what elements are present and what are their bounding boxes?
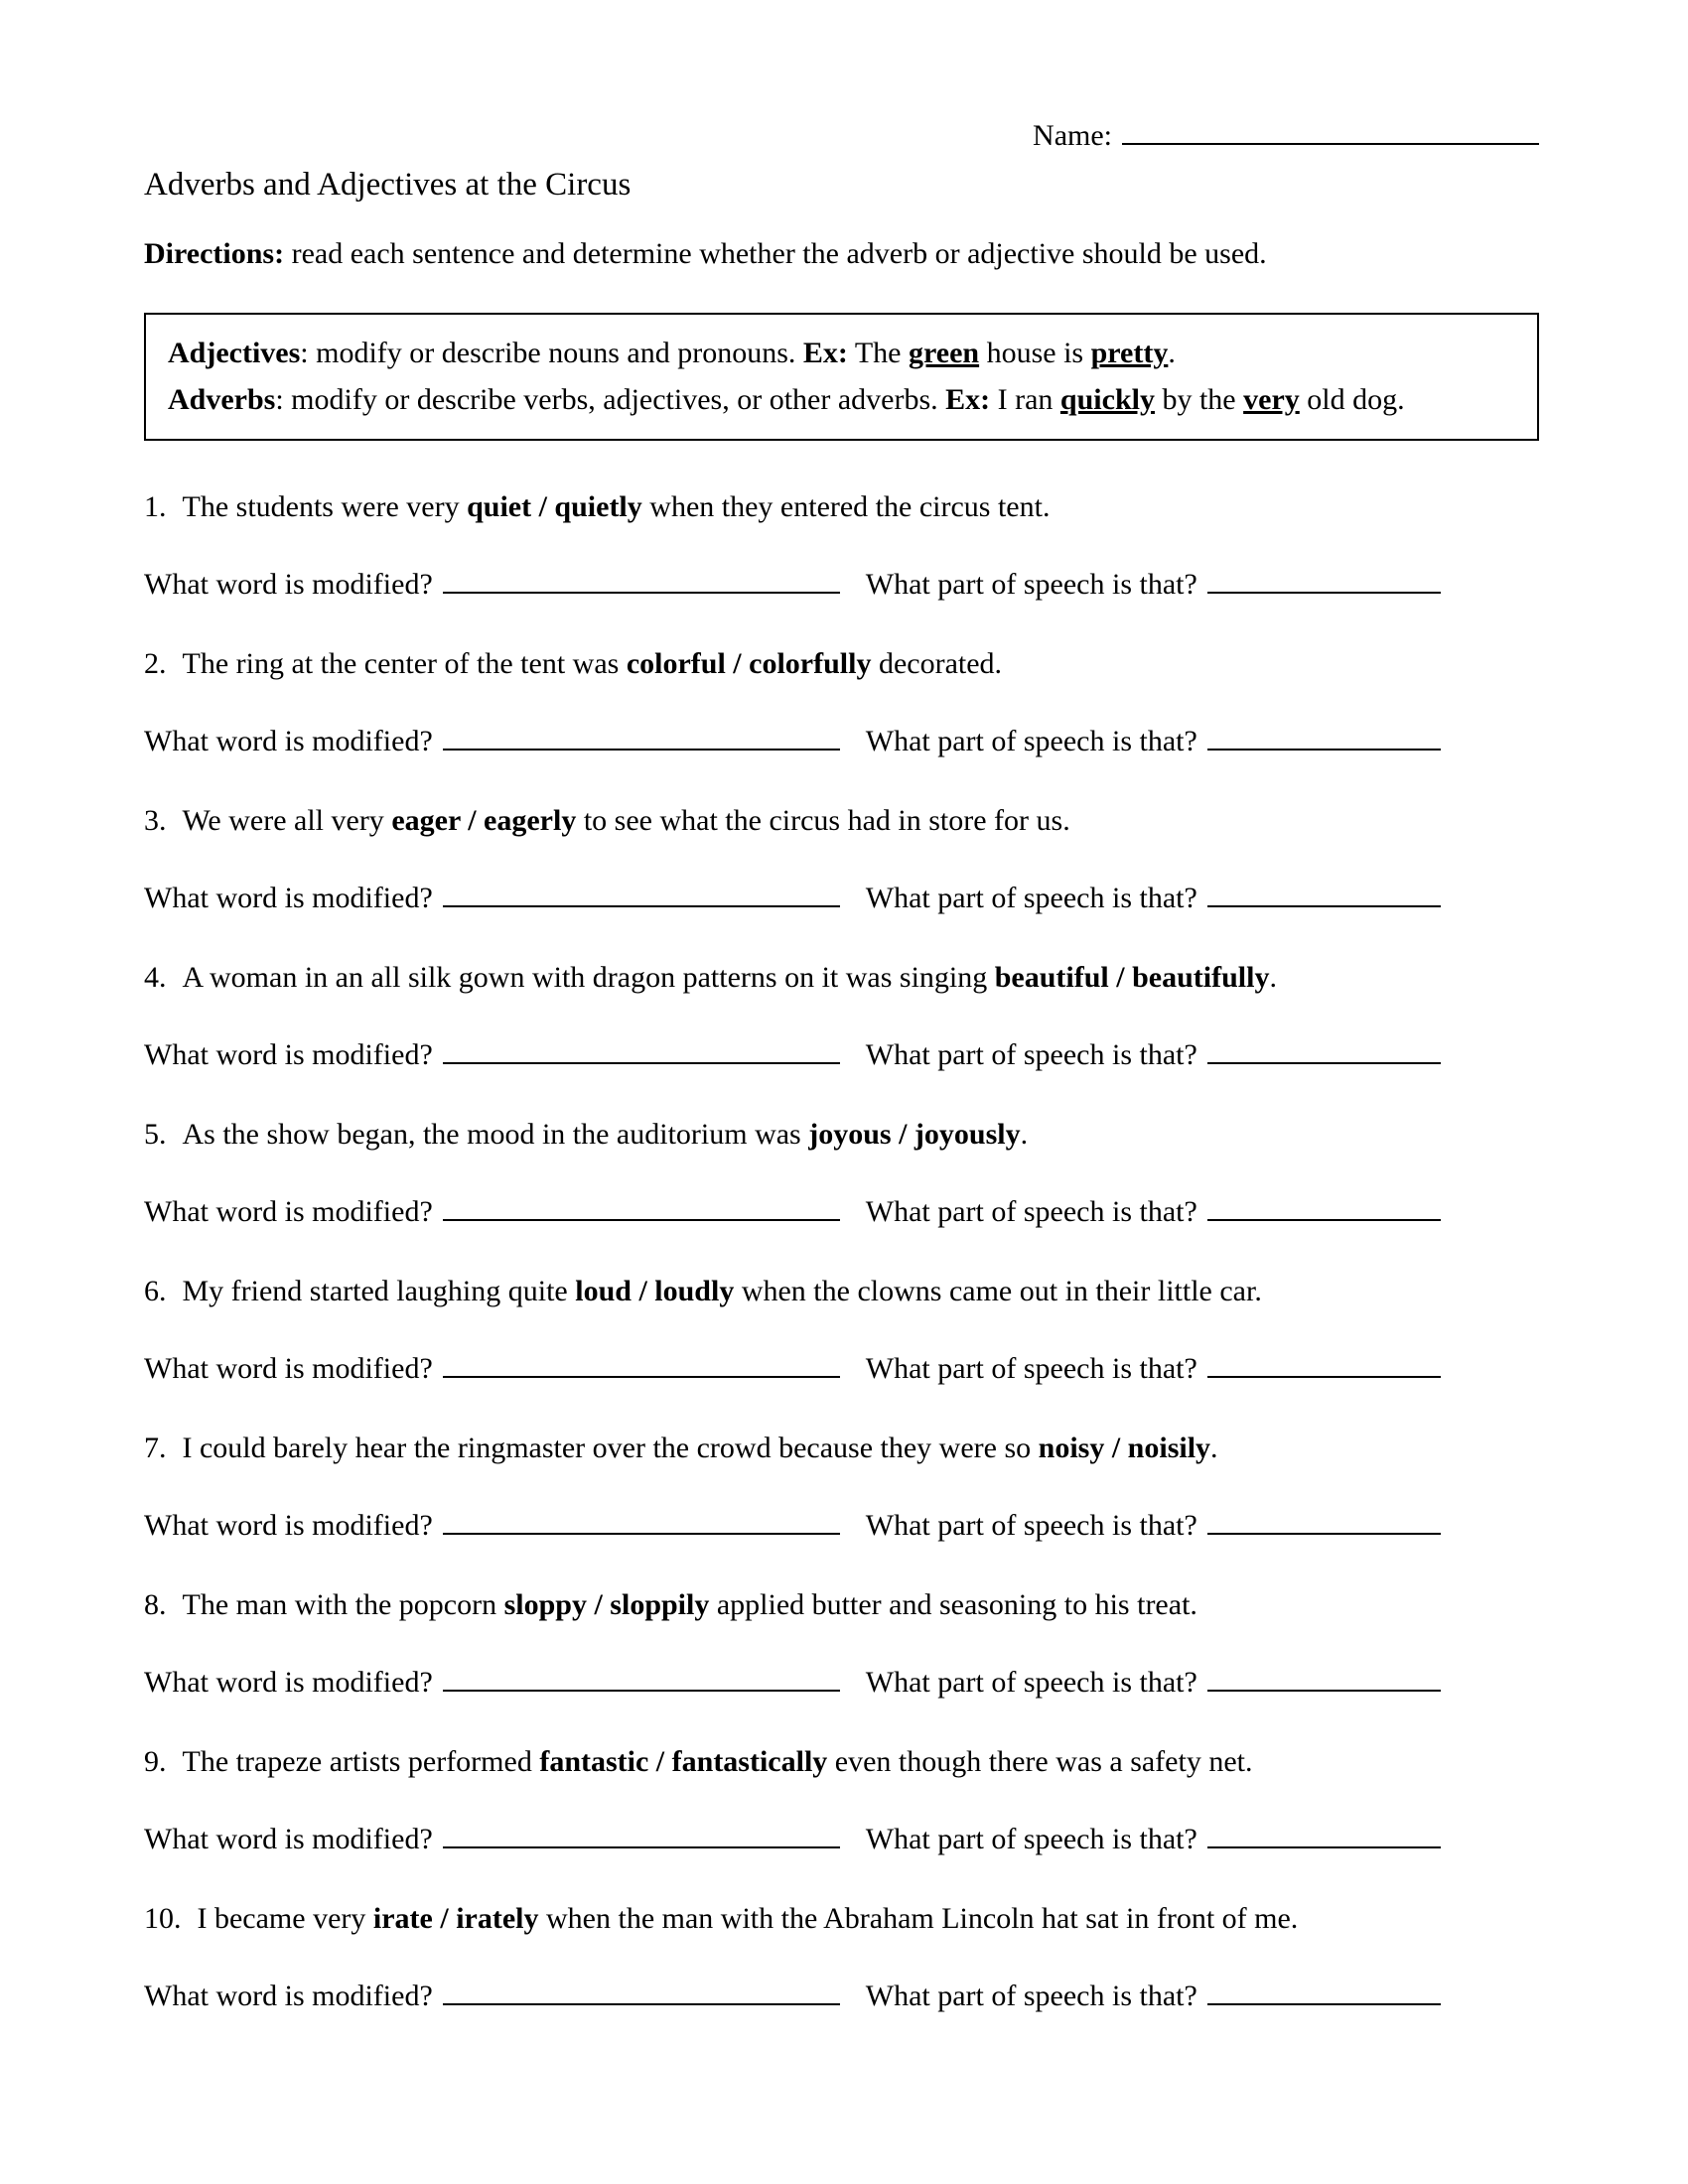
question-sentence	[144, 1745, 1539, 1779]
answer-line	[144, 1979, 1539, 2013]
adverbs-seg3: old dog.	[1299, 382, 1405, 416]
question-number: 10.	[144, 1902, 182, 1935]
part-of-speech-blank	[1207, 1667, 1441, 1693]
part-of-speech-blank	[1207, 1196, 1441, 1222]
answer-line	[144, 725, 1539, 758]
question-sentence	[144, 1902, 1539, 1936]
question-post-text: when the man with the Abraham Lincoln hat sat in front of me.	[538, 1902, 1299, 1935]
question-number: 1.	[144, 490, 167, 523]
modified-label: What word is modified?	[144, 1979, 433, 2012]
part-of-speech-blank	[1207, 1353, 1441, 1379]
part-of-speech-label: What part of speech is that?	[865, 1823, 1197, 1855]
part-of-speech-blank	[1207, 1824, 1441, 1849]
adverbs-body: : modify or describe verbs, adjectives, or other adverbs.	[275, 382, 946, 416]
question-choice: irate / irately	[372, 1902, 539, 1935]
part-of-speech-label: What part of speech is that?	[865, 1352, 1197, 1385]
modified-blank	[443, 1510, 840, 1536]
answer-line	[144, 568, 1539, 602]
modified-label: What word is modified?	[144, 1195, 433, 1228]
adjectives-ex-label: Ex:	[802, 337, 848, 369]
question-number: 7.	[144, 1432, 167, 1464]
modified-blank	[443, 1980, 840, 2006]
question-post-text: when the clowns came out in their little car.	[734, 1275, 1262, 1307]
question-pre-text: I became very	[197, 1902, 373, 1935]
modified-label: What word is modified?	[144, 1509, 433, 1542]
question-sentence	[144, 490, 1539, 524]
part-of-speech-label: What part of speech is that?	[865, 725, 1197, 757]
modified-label: What word is modified?	[144, 725, 433, 757]
question-post-text: when they entered the circus tent.	[641, 490, 1051, 523]
directions-label: Directions:	[144, 237, 285, 270]
question-item-7	[144, 1432, 1539, 1543]
modified-blank	[443, 1039, 840, 1065]
part-of-speech-label: What part of speech is that?	[865, 1509, 1197, 1542]
part-of-speech-blank	[1207, 569, 1441, 595]
directions-text: read each sentence and determine whether the adverb or adjective should be used.	[284, 237, 1267, 270]
question-item-4	[144, 961, 1539, 1072]
adverbs-seg2: by the	[1154, 382, 1244, 416]
adjectives-example-word2: pretty	[1090, 337, 1169, 369]
question-pre-text: A woman in an all silk gown with dragon patterns on it was singing	[182, 961, 995, 994]
question-pre-text: The trapeze artists performed	[182, 1745, 540, 1778]
question-post-text: decorated.	[871, 647, 1003, 680]
question-pre-text: The man with the popcorn	[182, 1588, 504, 1621]
question-number: 8.	[144, 1588, 167, 1621]
question-choice: beautiful / beautifully	[994, 961, 1270, 994]
question-number: 6.	[144, 1275, 167, 1307]
name-line	[144, 119, 1539, 153]
adjectives-example-word1: green	[909, 337, 980, 369]
definitions-box	[144, 313, 1539, 441]
adjectives-seg3: .	[1168, 337, 1176, 369]
question-item-6	[144, 1275, 1539, 1386]
name-blank	[1122, 120, 1539, 146]
answer-line	[144, 1666, 1539, 1700]
question-number: 3.	[144, 804, 167, 837]
modified-blank	[443, 726, 840, 751]
part-of-speech-label: What part of speech is that?	[865, 1979, 1197, 2012]
adjectives-seg1: The	[847, 337, 909, 369]
adverbs-term: Adverbs	[168, 382, 276, 416]
answer-line	[144, 1195, 1539, 1229]
part-of-speech-label: What part of speech is that?	[865, 1666, 1197, 1699]
question-choice: quiet / quietly	[467, 490, 642, 523]
modified-blank	[443, 1824, 840, 1849]
part-of-speech-blank	[1207, 726, 1441, 751]
adjectives-term: Adjectives	[168, 337, 301, 369]
part-of-speech-blank	[1207, 1039, 1441, 1065]
answer-line	[144, 1352, 1539, 1386]
question-choice: sloppy / sloppily	[503, 1588, 710, 1621]
question-pre-text: I could barely hear the ringmaster over the crowd because they were so	[182, 1432, 1039, 1464]
question-post-text: even though there was a safety net.	[827, 1745, 1253, 1778]
question-item-9	[144, 1745, 1539, 1856]
question-sentence	[144, 1432, 1539, 1465]
question-number: 5.	[144, 1118, 167, 1151]
adjectives-body: : modify or describe nouns and pronouns.	[300, 337, 803, 369]
question-item-8	[144, 1588, 1539, 1700]
adverbs-example-word2: very	[1243, 382, 1300, 416]
question-sentence	[144, 1118, 1539, 1152]
modified-label: What word is modified?	[144, 1823, 433, 1855]
question-choice: joyous / joyously	[808, 1118, 1021, 1151]
part-of-speech-blank	[1207, 1510, 1441, 1536]
adverbs-example-word1: quickly	[1059, 382, 1155, 416]
adverbs-ex-label: Ex:	[945, 382, 991, 416]
question-number: 4.	[144, 961, 167, 994]
question-sentence	[144, 1275, 1539, 1308]
modified-label: What word is modified?	[144, 1666, 433, 1699]
question-choice: eager / eagerly	[391, 804, 577, 837]
question-post-text: .	[1269, 961, 1277, 994]
question-choice: loud / loudly	[575, 1275, 735, 1307]
name-label: Name:	[1033, 119, 1112, 152]
question-pre-text: We were all very	[182, 804, 392, 837]
part-of-speech-label: What part of speech is that?	[865, 568, 1197, 601]
part-of-speech-blank	[1207, 1980, 1441, 2006]
part-of-speech-label: What part of speech is that?	[865, 1038, 1197, 1071]
answer-line	[144, 1823, 1539, 1856]
adverbs-seg1: I ran	[990, 382, 1060, 416]
adjectives-seg2: house is	[979, 337, 1091, 369]
question-choice: noisy / noisily	[1038, 1432, 1211, 1464]
modified-blank	[443, 1667, 840, 1693]
modified-blank	[443, 1353, 840, 1379]
modified-blank	[443, 1196, 840, 1222]
question-pre-text: The ring at the center of the tent was	[182, 647, 627, 680]
part-of-speech-blank	[1207, 883, 1441, 908]
question-pre-text: As the show began, the mood in the auditorium was	[182, 1118, 809, 1151]
answer-line	[144, 882, 1539, 915]
part-of-speech-label: What part of speech is that?	[865, 1195, 1197, 1228]
part-of-speech-label: What part of speech is that?	[865, 882, 1197, 914]
modified-label: What word is modified?	[144, 882, 433, 914]
question-item-5	[144, 1118, 1539, 1229]
modified-blank	[443, 569, 840, 595]
question-post-text: to see what the circus had in store for us.	[576, 804, 1070, 837]
page-title: Adverbs and Adjectives at the Circus	[144, 167, 632, 203]
question-choice: fantastic / fantastically	[539, 1745, 828, 1778]
adjectives-definition	[168, 331, 1515, 377]
modified-blank	[443, 883, 840, 908]
question-choice: colorful / colorfully	[626, 647, 872, 680]
question-number: 9.	[144, 1745, 167, 1778]
question-pre-text: The students were very	[182, 490, 468, 523]
question-sentence	[144, 647, 1539, 681]
question-pre-text: My friend started laughing quite	[182, 1275, 576, 1307]
question-item-2	[144, 647, 1539, 758]
modified-label: What word is modified?	[144, 1352, 433, 1385]
question-post-text: .	[1210, 1432, 1218, 1464]
question-number: 2.	[144, 647, 167, 680]
question-sentence	[144, 1588, 1539, 1622]
adverbs-definition	[168, 377, 1515, 424]
question-post-text: applied butter and seasoning to his treat.	[709, 1588, 1197, 1621]
modified-label: What word is modified?	[144, 568, 433, 601]
question-item-10	[144, 1902, 1539, 2013]
answer-line	[144, 1038, 1539, 1072]
question-sentence	[144, 961, 1539, 995]
question-item-3	[144, 804, 1539, 915]
answer-line	[144, 1509, 1539, 1543]
question-sentence	[144, 804, 1539, 838]
modified-label: What word is modified?	[144, 1038, 433, 1071]
question-post-text: .	[1020, 1118, 1029, 1151]
directions	[144, 237, 1539, 271]
question-item-1	[144, 490, 1539, 602]
